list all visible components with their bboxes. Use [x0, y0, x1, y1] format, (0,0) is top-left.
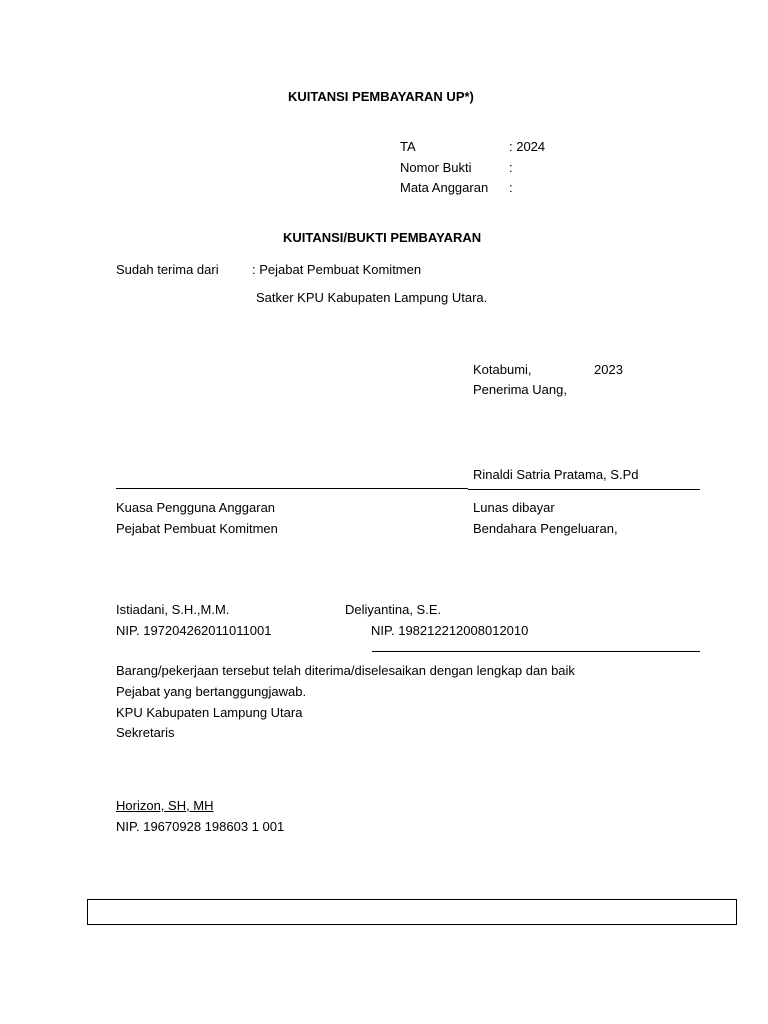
verification-statement: Barang/pekerjaan tersebut telah diterima/diselesaikan dengan lengkap dan baik — [116, 663, 575, 678]
received-from-label: Sudah terima dari — [116, 262, 219, 277]
bendahara-nip: NIP. 198212212008012010 — [371, 623, 529, 638]
nomor-bukti-label: Nomor Bukti — [400, 160, 472, 175]
verification-title: Sekretaris — [116, 725, 175, 740]
recipient-role: Penerima Uang, — [473, 382, 567, 397]
satker-text: Satker KPU Kabupaten Lampung Utara. — [256, 290, 488, 305]
nomor-bukti-value: : — [509, 160, 513, 175]
verification-office: KPU Kabupaten Lampung Utara — [116, 705, 303, 720]
recipient-name: Rinaldi Satria Pratama, S.Pd — [473, 467, 639, 482]
received-from-value: : Pejabat Pembuat Komitmen — [252, 262, 422, 277]
verification-nip: NIP. 19670928 198603 1 001 — [116, 819, 285, 834]
place-text: Kotabumi, — [473, 362, 532, 377]
mata-anggaran-value: : — [509, 180, 513, 195]
ppk-name: Istiadani, S.H.,M.M. — [116, 602, 230, 617]
mata-anggaran-label: Mata Anggaran — [400, 180, 489, 195]
year-text: 2023 — [594, 362, 623, 377]
receipt-subtitle: KUITANSI/BUKTI PEMBAYARAN — [283, 230, 482, 245]
bendahara-name: Deliyantina, S.E. — [345, 602, 442, 617]
lunas-label: Lunas dibayar — [473, 500, 555, 515]
ppk-nip: NIP. 197204262011011001 — [116, 623, 272, 638]
document-title: KUITANSI PEMBAYARAN UP*) — [288, 89, 474, 104]
ta-label: TA — [400, 139, 416, 154]
verification-name: Horizon, SH, MH — [116, 798, 214, 813]
kpa-label: Kuasa Pengguna Anggaran — [116, 500, 276, 515]
divider-line-right — [468, 489, 700, 490]
verification-official: Pejabat yang bertanggungjawab. — [116, 684, 307, 699]
divider-line-lower — [372, 651, 700, 652]
ta-value: : 2024 — [509, 139, 546, 154]
divider-line-left — [116, 488, 468, 489]
footer-box — [87, 899, 737, 925]
bendahara-label: Bendahara Pengeluaran, — [473, 521, 618, 536]
ppk-label: Pejabat Pembuat Komitmen — [116, 521, 278, 536]
